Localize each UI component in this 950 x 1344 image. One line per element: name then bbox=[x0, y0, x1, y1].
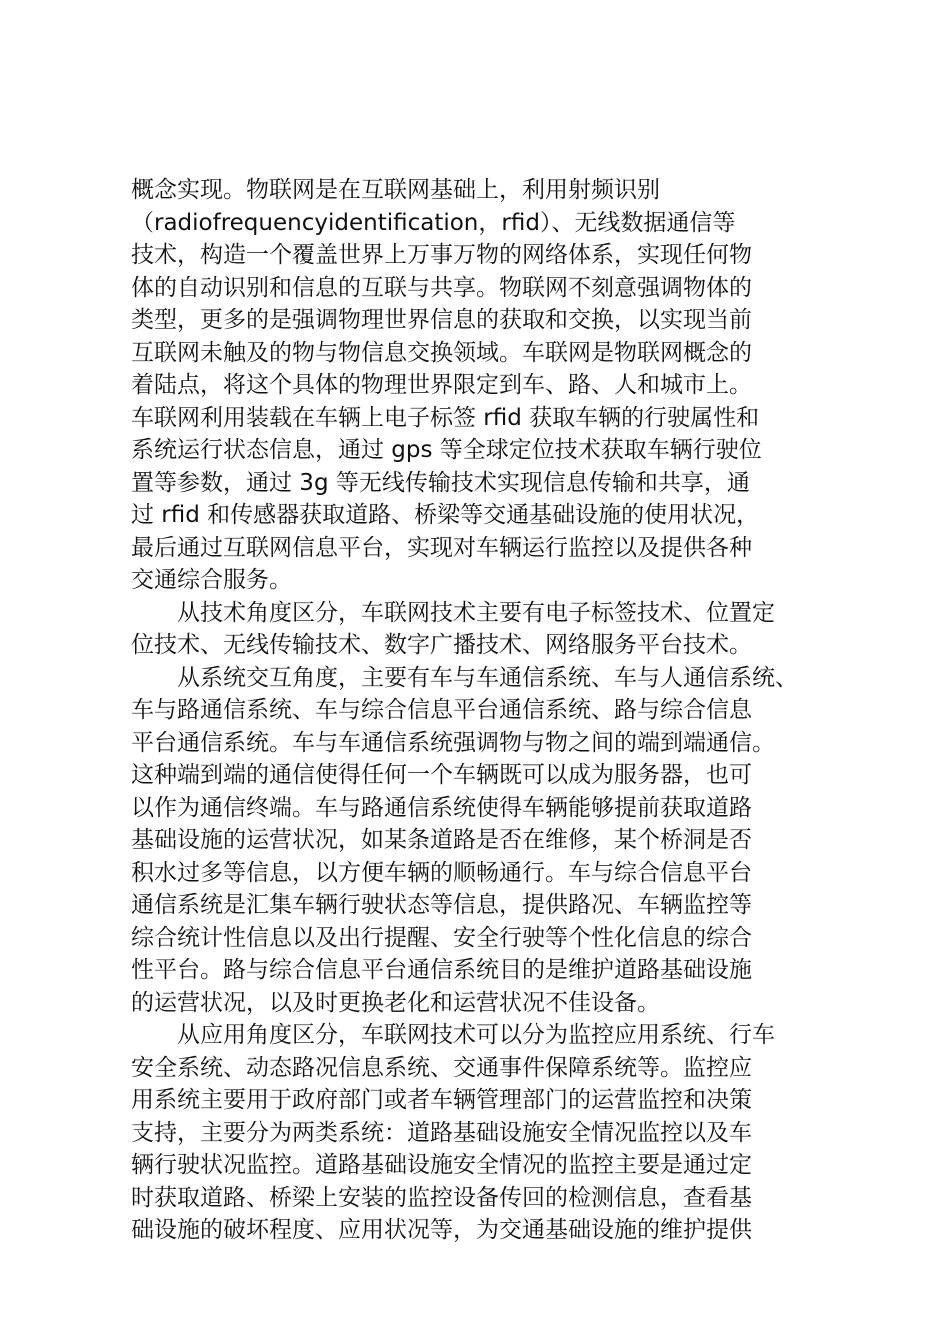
text-line: 的运营状况，以及时更换老化和运营状况不佳设备。 bbox=[131, 989, 660, 1016]
text-line: 支持，主要分为两类系统：道路基础设施安全情况监控以及车 bbox=[131, 1119, 752, 1146]
text-line: 从系统交互角度，主要有车与车通信系统、车与人通信系统、 bbox=[131, 664, 798, 691]
text-line: 从技术角度区分，车联网技术主要有电子标签技术、位置定 bbox=[131, 599, 775, 626]
text-line: 车与路通信系统、车与综合信息平台通信系统、路与综合信息 bbox=[131, 697, 752, 723]
text-line: 类型，更多的是强调物理世界信息的获取和交换，以实现当前 bbox=[131, 307, 752, 333]
document-page bbox=[131, 174, 831, 1247]
text-line: 系统运行状态信息，通过 gps 等全球定位技术获取车辆行驶位 bbox=[131, 437, 762, 463]
text-line: 时获取道路、桥梁上安装的监控设备传回的检测信息，查看基 bbox=[131, 1184, 752, 1211]
text-line: 安全系统、动态路况信息系统、交通事件保障系统等。监控应 bbox=[131, 1054, 752, 1081]
text-line: 过 rfid 和传感器获取道路、桥梁等交通基础设施的使用状况， bbox=[131, 502, 760, 528]
text-line: 最后通过互联网信息平台，实现对车辆运行监控以及提供各种 bbox=[131, 534, 752, 561]
text-line: 这种端到端的通信使得任何一个车辆既可以成为服务器，也可 bbox=[131, 762, 752, 788]
text-line: 综合统计性信息以及出行提醒、安全行驶等个性化信息的综合 bbox=[131, 924, 752, 951]
text-line: 交通综合服务。 bbox=[131, 567, 292, 593]
text-line: 着陆点，将这个具体的物理世界限定到车、路、人和城市上。 bbox=[131, 372, 752, 398]
text-line: 位技术、无线传输技术、数字广播技术、网络服务平台技术。 bbox=[131, 632, 752, 658]
text-line: 从应用角度区分，车联网技术可以分为监控应用系统、行车 bbox=[131, 1022, 775, 1048]
text-line: 以作为通信终端。车与路通信系统使得车辆能够提前获取道路 bbox=[131, 794, 752, 821]
text-line: 概念实现。物联网是在互联网基础上，利用射频识别 bbox=[131, 177, 660, 203]
text-line: 体的自动识别和信息的互联与共享。物联网不刻意强调物体的 bbox=[131, 274, 752, 301]
text-line: 辆行驶状况监控。道路基础设施安全情况的监控主要是通过定 bbox=[131, 1152, 752, 1178]
text-line: 积水过多等信息，以方便车辆的顺畅通行。车与综合信息平台 bbox=[131, 859, 752, 886]
text-line: 技术，构造一个覆盖世界上万事万物的网络体系，实现任何物 bbox=[131, 242, 752, 268]
text-line: （radiofrequencyidentification，rfid）、无线数据通信等 bbox=[131, 209, 736, 236]
text-line: 性平台。路与综合信息平台通信系统目的是维护道路基础设施 bbox=[131, 957, 752, 983]
text-line: 通信系统是汇集车辆行驶状态等信息，提供路况、车辆监控等 bbox=[131, 892, 752, 918]
text-line: 基础设施的运营状况，如某条道路是否在维修，某个桥洞是否 bbox=[131, 827, 752, 853]
text-line: 平台通信系统。车与车通信系统强调物与物之间的端到端通信。 bbox=[131, 729, 775, 756]
text-line: 置等参数，通过 3g 等无线传输技术实现信息传输和共享，通 bbox=[131, 469, 750, 496]
text-line: 用系统主要用于政府部门或者车辆管理部门的运营监控和决策 bbox=[131, 1087, 752, 1113]
text-line: 础设施的破坏程度、应用状况等，为交通基础设施的维护提供 bbox=[131, 1217, 752, 1243]
text-line: 车联网利用装载在车辆上电子标签 rfid 获取车辆的行驶属性和 bbox=[131, 404, 760, 431]
text-line: 互联网未触及的物与物信息交换领域。车联网是物联网概念的 bbox=[131, 339, 752, 366]
